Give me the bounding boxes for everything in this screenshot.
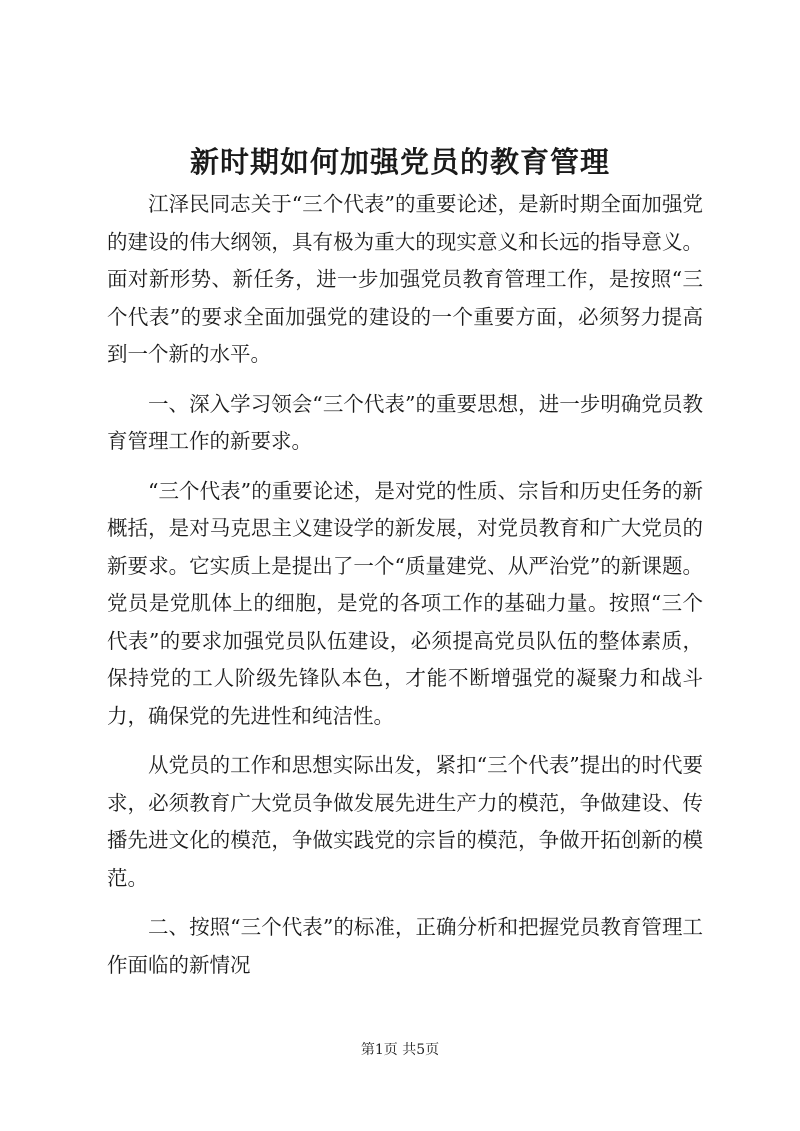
page-number-footer: 第1页 共5页 (360, 1042, 440, 1058)
paragraph-party-members: 从党员的工作和思想实际出发，紧扣“三个代表”提出的时代要求，必须教育广大党员争做发展先进生产力的模范，争做建设、传播先进文化的模范，争做实践党的宗旨的模范，争做开拓创新的模范。 (107, 753, 703, 890)
paragraph-intro: 江泽民同志关于“三个代表”的重要论述，是新时期全面加强党的建设的伟大纲领，具有极为重大的现实意义和长远的指导意义。面对新形势、新任务，进一步加强党员教育管理工作，是按照“三个代表”的要求全面加强党的建设的一个重要方面，必须努力提高到一个新的水平。 (107, 192, 703, 366)
paragraph-section-one-heading: 一、深入学习领会“三个代表”的重要思想，进一步明确党员教育管理工作的新要求。 (107, 391, 703, 453)
paragraph-three-represents: “三个代表”的重要论述，是对党的性质、宗旨和历史任务的新概括，是对马克思主义建设学的新发展，对党员教育和广大党员的新要求。它实质上是提出了一个“质量建党、从严治党”的新课题。党员是党肌体上的细胞，是党的各项工作的基础力量。按照“三个代表”的要求加强党员队伍建设，必须提高党员队伍的整体素质，保持党的工人阶级先锋队本色，才能不断增强党的凝聚力和战斗力，确保党的先进性和纯洁性。 (107, 478, 703, 728)
document-title: 新时期如何加强党员的教育管理 (189, 145, 610, 179)
document-body (107, 186, 703, 996)
paragraph-section-two-heading: 二、按照“三个代表”的标准，正确分析和把握党员教育管理工作面临的新情况 (107, 915, 703, 977)
